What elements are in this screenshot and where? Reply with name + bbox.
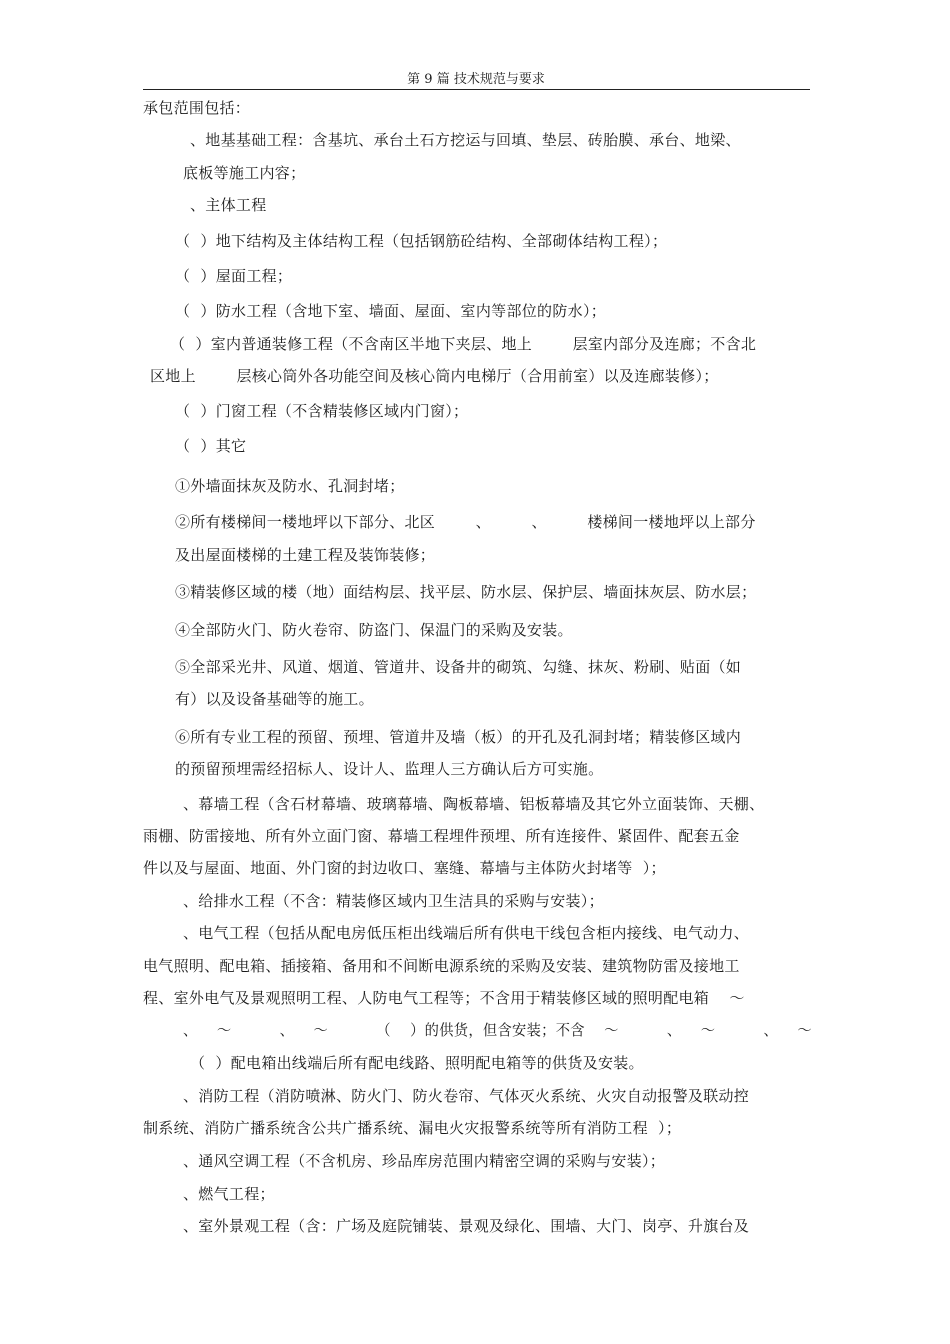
- page-header: 第 9 篇 技术规范与要求: [407, 72, 545, 87]
- text-line: ④全部防火门、防火卷帘、防盗门、保温门的采购及安装。: [175, 621, 573, 639]
- text-line: 、消防工程（消防喷淋、防火门、防火卷帘、气体灭火系统、火灾自动报警及联动控: [183, 1087, 750, 1105]
- text-line: （ ）地下结构及主体结构工程（包括钢筋砼结构、全部砌体结构工程）；: [175, 232, 668, 250]
- text-line: 、幕墙工程（含石材幕墙、玻璃幕墙、陶板幕墙、铝板幕墙及其它外立面装饰、天棚、: [183, 795, 765, 813]
- text-line: 制系统、消防广播系统含公共广播系统、漏电火灾报警系统等所有消防工程 ）；: [143, 1119, 682, 1137]
- text-line: （ ）其它: [175, 437, 247, 455]
- text-line: （ ）配电箱出线端后所有配电线路、照明配电箱等的供货及安装。: [190, 1054, 644, 1072]
- text-line: 及出屋面楼梯的土建工程及装饰装修；: [175, 546, 436, 564]
- text-line: ⑤全部采光井、风道、烟道、管道井、设备井的砌筑、勾缝、抹灰、粉刷、贴面（如: [175, 658, 742, 676]
- text-line: （ ）门窗工程（不含精装修区域内门窗）；: [175, 402, 469, 420]
- text-line: ⑥所有专业工程的预留、预埋、管道井及墙（板）的开孔及孔洞封堵；精装修区域内: [175, 728, 742, 746]
- text-line: 、 ～ 、 ～ （ ）的供货，但含安装；不含 ～ 、 ～ 、 ～: [183, 1021, 812, 1039]
- text-line: 件以及与屋面、地面、外门窗的封边收口、塞缝、幕墙与主体防火封堵等 ）；: [143, 859, 666, 877]
- text-line: 、燃气工程；: [183, 1185, 275, 1203]
- text-line: 承包范围包括：: [143, 99, 251, 117]
- text-line: ③精装修区域的楼（地）面结构层、找平层、防水层、保护层、墙面抹灰层、防水层；: [175, 583, 757, 601]
- text-line: 区地上 层核心筒外各功能空间及核心筒内电梯厅（合用前室）以及连廊装修）；: [150, 367, 719, 385]
- text-line: 、室外景观工程（含：广场及庭院铺装、景观及绿化、围墙、大门、岗亭、升旗台及: [183, 1217, 750, 1235]
- text-line: 电气照明、配电箱、插接箱、备用和不间断电源系统的采购及安装、建筑物防雷及接地工: [143, 957, 740, 975]
- text-line: 有）以及设备基础等的施工。: [175, 690, 374, 708]
- text-line: （ ）室内普通装修工程（不含南区半地下夹层、地上 层室内部分及连廊；不含北: [170, 335, 757, 353]
- text-line: 的预留预埋需经招标人、设计人、监理人三方确认后方可实施。: [175, 760, 604, 778]
- text-line: （ ）防水工程（含地下室、墙面、屋面、室内等部位的防水）；: [175, 302, 607, 320]
- text-line: 、电气工程（包括从配电房低压柜出线端后所有供电干线包含柜内接线、电气动力、: [183, 924, 750, 942]
- text-line: 、地基基础工程：含基坑、承台土石方挖运与回填、垫层、砖胎膜、承台、地梁、: [190, 131, 741, 149]
- header-divider: [143, 89, 810, 90]
- text-line: 、给排水工程（不含：精装修区域内卫生洁具的采购与安装）；: [183, 892, 604, 910]
- text-line: ①外墙面抹灰及防水、孔洞封堵；: [175, 477, 405, 495]
- text-line: 、通风空调工程（不含机房、珍品库房范围内精密空调的采购与安装）；: [183, 1152, 666, 1170]
- text-line: 雨棚、防雷接地、所有外立面门窗、幕墙工程埋件预埋、所有连接件、紧固件、配套五金: [143, 827, 740, 845]
- text-line: （ ）屋面工程；: [175, 267, 293, 285]
- text-line: 程、室外电气及景观照明工程、人防电气工程等；不含用于精装修区域的照明配电箱 ～: [143, 989, 745, 1007]
- text-line: 底板等施工内容；: [183, 164, 306, 182]
- text-line: ②所有楼梯间一楼地坪以下部分、北区 、 、 楼梯间一楼地坪以上部分: [175, 513, 756, 531]
- text-line: 、主体工程: [190, 196, 267, 214]
